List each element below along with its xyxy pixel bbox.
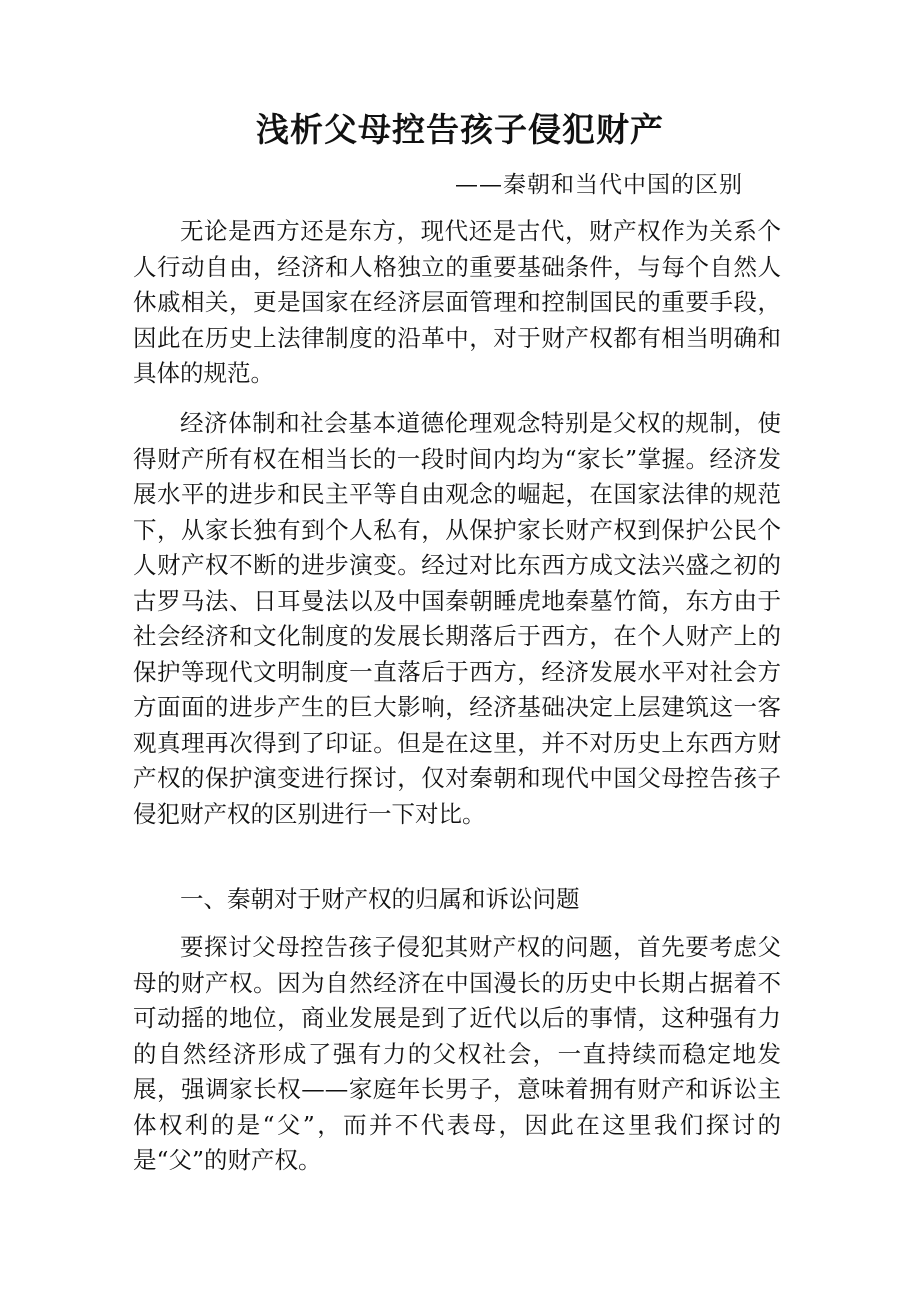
paragraph-economy: 经济体制和社会基本道德伦理观念特别是父权的规制，使得财产所有权在相当长的一段时间内均为“家长”掌握。经济发展水平的进步和民主平等自由观念的崛起，在国家法律的规范下，从家长独有到个人私有，从保护家长财产权到保护公民个人财产权不断的进步演变。经过对比东西方成文法兴盛之初的古罗马法、日耳曼法以及中国秦朝睡虎地秦墓竹简，东方由于社会经济和文化制度的发展长期落后于西方，在个人财产上的保护等现代文明制度一直落后于西方，经济发展水平对社会方方面面的进步产生的巨大影响，经济基础决定上层建筑这一客观真理再次得到了印证。但是在这里，并不对历史上东西方财产权的保护演变进行探讨，仅对秦朝和现代中国父母控告孩子侵犯财产权的区别进行一下对比。: [133, 409, 781, 828]
section-heading: 一、秦朝对于财产权的归属和诉讼问题: [180, 885, 580, 913]
paragraph-section-one: 要探讨父母控告孩子侵犯其财产权的问题，首先要考虑父母的财产权。因为自然经济在中国漫长的历史中长期占据着不可动摇的地位，商业发展是到了近代以后的事情，这种强有力的自然经济形成了强有力的父权社会，一直持续而稳定地发展，强调家长权——家庭年长男子，意味着拥有财产和诉讼主体权利的是“父”，而并不代表母，因此在这里我们探讨的是“父”的财产权。: [133, 933, 781, 1174]
document-title: 浅析父母控告孩子侵犯财产: [256, 110, 664, 149]
paragraph-intro: 无论是西方还是东方，现代还是古代，财产权作为关系个人行动自由，经济和人格独立的重要基础条件，与每个自然人休戚相关，更是国家在经济层面管理和控制国民的重要手段，因此在历史上法律制度的沿革中，对于财产权都有相当明确和具体的规范。: [133, 217, 781, 387]
document-subtitle: ——秦朝和当代中国的区别: [455, 172, 743, 198]
